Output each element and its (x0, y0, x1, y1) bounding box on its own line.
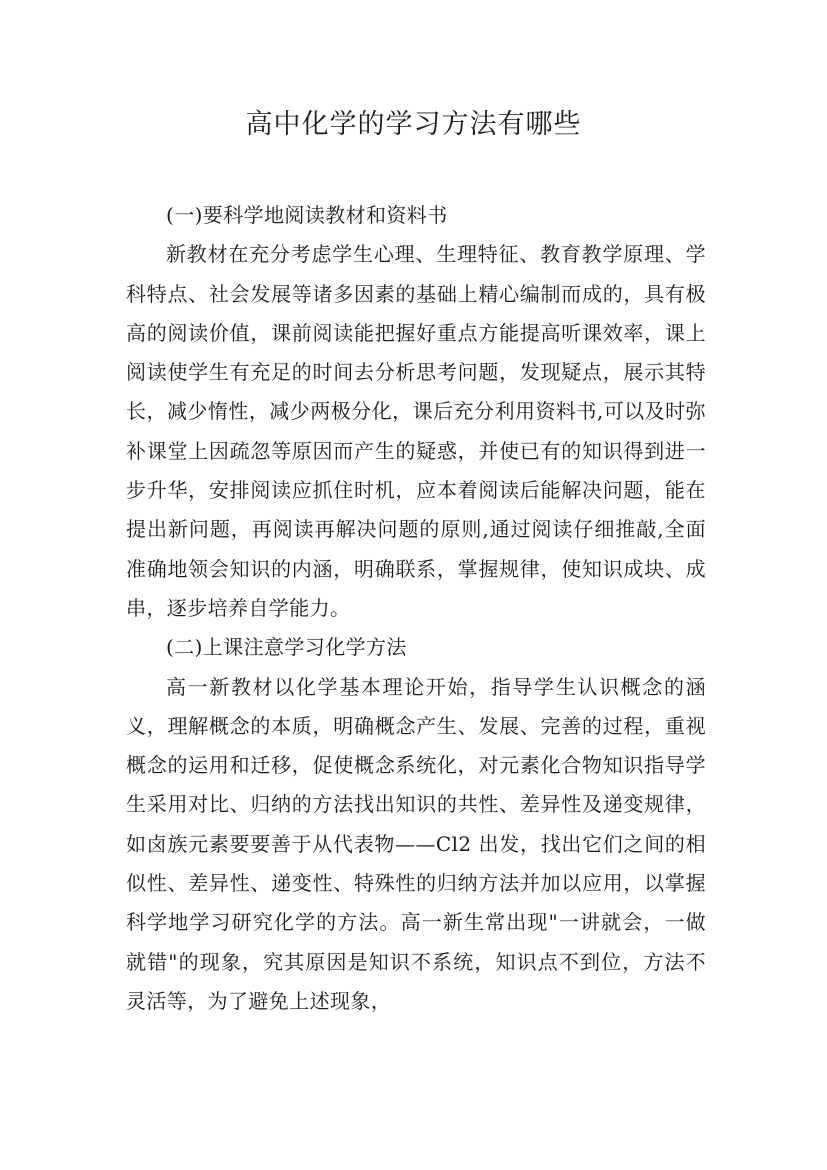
document-title: 高中化学的学习方法有哪些 (245, 109, 582, 140)
section-heading-2: (二)上课注意学习化学方法 (166, 635, 407, 660)
section-paragraph-2: 高一新教材以化学基本理论开始，指导学生认识概念的涵义，理解概念的本质，明确概念产生、发展、完善的过程，重视概念的运用和迁移，促使概念系统化，对元素化合物知识指导学生采用对比、归纳的方法找出知识的共性、差异性及递变规律，如卤族元素要要善于从代表物——Cl2 出发，找出它们之间的相似性、差异性、递变性、特殊性的归纳方法并加以应用，以掌握科学地学习研究化学的方法。高一新生常出现"一讲就会，一做就错"的现象，究其原因是知识不系统，知识点不到位，方法不灵活等，为了避免上述现象， (126, 674, 706, 1013)
document-body (126, 196, 706, 1021)
section-paragraph-1: 新教材在充分考虑学生心理、生理特征、教育教学原理、学科特点、社会发展等诸多因素的基础上精心编制而成的，具有极高的阅读价值，课前阅读能把握好重点方能提高听课效率，课上阅读使学生有充足的时间去分析思考问题，发现疑点，展示其特长，减少惰性，减少两极分化，课后充分利用资料书,可以及时弥补课堂上因疏忽等原因而产生的疑惑，并使已有的知识得到进一步升华，安排阅读应抓住时机，应本着阅读后能解决问题，能在提出新问题，再阅读再解决问题的原则,通过阅读仔细推敲,全面准确地领会知识的内涵，明确联系，掌握规律，使知识成块、成串，逐步培养自学能力。 (126, 242, 706, 620)
section-heading-1: (一)要科学地阅读教材和资料书 (166, 203, 448, 227)
